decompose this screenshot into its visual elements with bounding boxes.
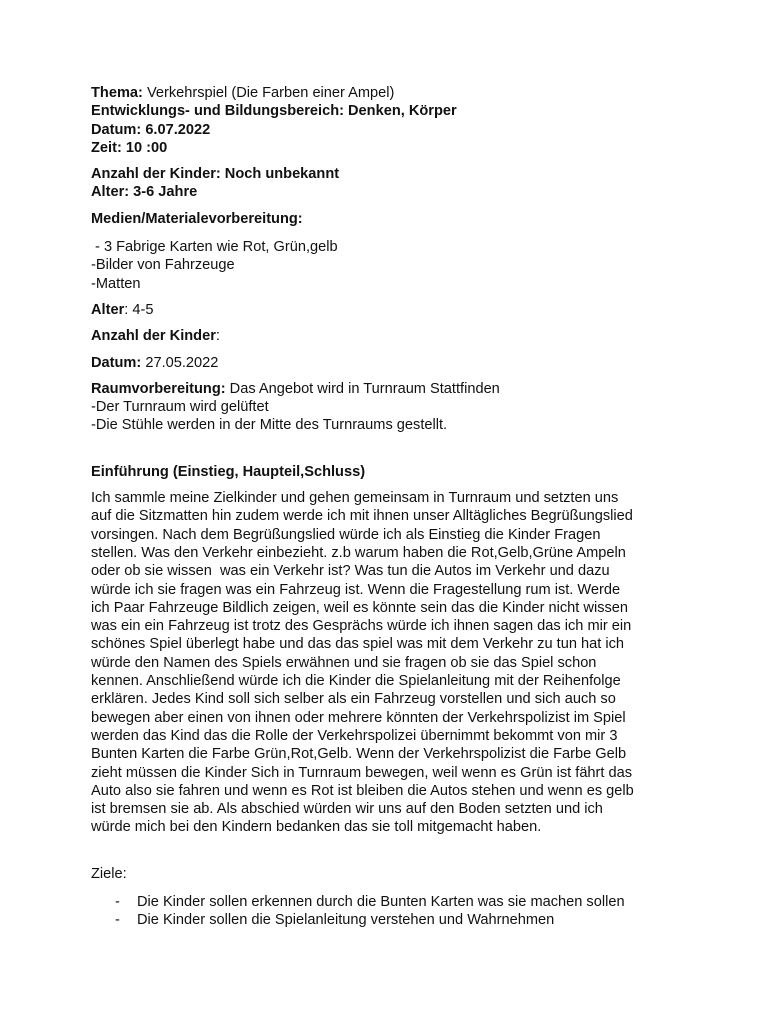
bildungsbereich-line: Entwicklungs- und Bildungsbereich: Denken, Körper [91,103,457,120]
raum-line: Raumvorbereitung: Das Angebot wird in Turnraum Stattfinden [91,380,500,397]
paragraph-line: Ich sammle meine Zielkinder und gehen gemeinsam in Turnraum und setzten uns [91,490,619,507]
einfuehrung-paragraph [91,489,701,837]
raum-item: -Der Turnraum wird gelüftet [91,399,269,416]
bullet-dash: - [115,893,120,910]
raum-item: -Die Stühle werden in der Mitte des Turnraums gestellt. [91,417,448,434]
ziele-item: - Die Kinder sollen erkennen durch die Bunten Karten was sie machen sollen [115,893,625,910]
datum2-line: Datum: 27.05.2022 [91,354,219,371]
thema-value: Verkehrspiel (Die Farben einer Ampel) [146,85,395,101]
medien-item: - 3 Fabrige Karten wie Rot, Grün,gelb [91,239,338,256]
alter2-line: Alter: 4-5 [91,301,154,318]
medien-item: -Bilder von Fahrzeuge [91,257,235,274]
medien-item: -Matten [91,275,141,292]
ziele-title: Ziele: [91,865,127,882]
anzahl2-line: Anzahl der Kinder: [91,328,220,345]
paragraph-line: kennen. Anschließend würde ich die Kinder die Spielanleitung mit der Reihenfolge [91,673,621,690]
paragraph-line: erklären. Jedes Kind soll sich selber als ein Fahrzeug vorstellen und sich auch so [91,691,616,708]
zeit-line: Zeit: 10 :00 [91,139,168,156]
ziele-item: - Die Kinder sollen die Spielanleitung verstehen und Wahrnehmen [115,912,555,929]
paragraph-line: schönes Spiel überlegt habe und das das spiel was mit dem Verkehr zu tun hat ich [91,636,624,653]
datum-line: Datum: 6.07.2022 [91,121,211,138]
medien-title: Medien/Materialevorbereitung: [91,210,303,227]
paragraph-line: vorsingen. Nach dem Begrüßungslied würde ich als Einstieg die Kinder Fragen [91,526,601,543]
paragraph-line: ich Paar Fahrzeuge Bildlich zeigen, weil es könnte sein das die Kinder nicht wissen [91,599,629,616]
ziele-list [91,893,701,930]
paragraph-line: stellen. Was den Verkehr einbezieht. z.b warum haben die Rot,Gelb,Grüne Ampeln [91,544,626,561]
anzahl-kinder-line: Anzahl der Kinder: Noch unbekannt [91,166,340,183]
paragraph-line: würde mich bei den Kindern bedanken das sie toll mitgemacht haben. [91,819,542,836]
paragraph-line: zieht müssen die Kinder Sich in Turnraum bewegen, weil wenn es Grün ist fährt das [91,764,633,781]
paragraph-line: Auto also sie fahren und wenn es Rot ist bleiben die Autos stehen und wenn es gelb [91,782,634,799]
thema-line [91,84,701,102]
alter-line: Alter: 3-6 Jahre [91,184,198,201]
paragraph-line: auf die Sitzmatten hin zudem werde ich mit ihnen unser Alltägliches Begrüßungslied [91,508,633,525]
thema-label: Thema: [91,85,143,101]
document-content [91,84,701,930]
paragraph-line: werden das Kind das die Rolle der Verkehrspolizei übernimmt bekommt von mir 3 [91,727,618,744]
einfuehrung-title: Einführung (Einstieg, Haupteil,Schluss) [91,463,366,480]
paragraph-line: oder ob sie wissen was ein Verkehr ist? Was tun die Autos im Verkehr und dazu [91,563,610,580]
paragraph-line: ist bremsen sie ab. Als abschied würden wir uns auf den Boden setzten und ich [91,801,603,818]
bullet-dash: - [115,912,120,929]
paragraph-line: was ein ein Fahrzeug ist trotz des Gesprächs würde ich ihnen sagen das ich mir ein [91,618,632,635]
paragraph-line: würde ich sie fragen was ein Fahrzeug ist. Wenn die Fragestellung rum ist. Werde [91,581,621,598]
paragraph-line: würde den Namen des Spiels erwähnen und sie fragen ob sie das Spiel schon [91,654,597,671]
paragraph-line: bewegen aber einen von ihnen oder mehrere könnten der Verkehrspolizist im Spiel [91,709,626,726]
paragraph-line: Bunten Karten die Farbe Grün,Rot,Gelb. Wenn der Verkehrspolizist die Farbe Gelb [91,746,627,763]
